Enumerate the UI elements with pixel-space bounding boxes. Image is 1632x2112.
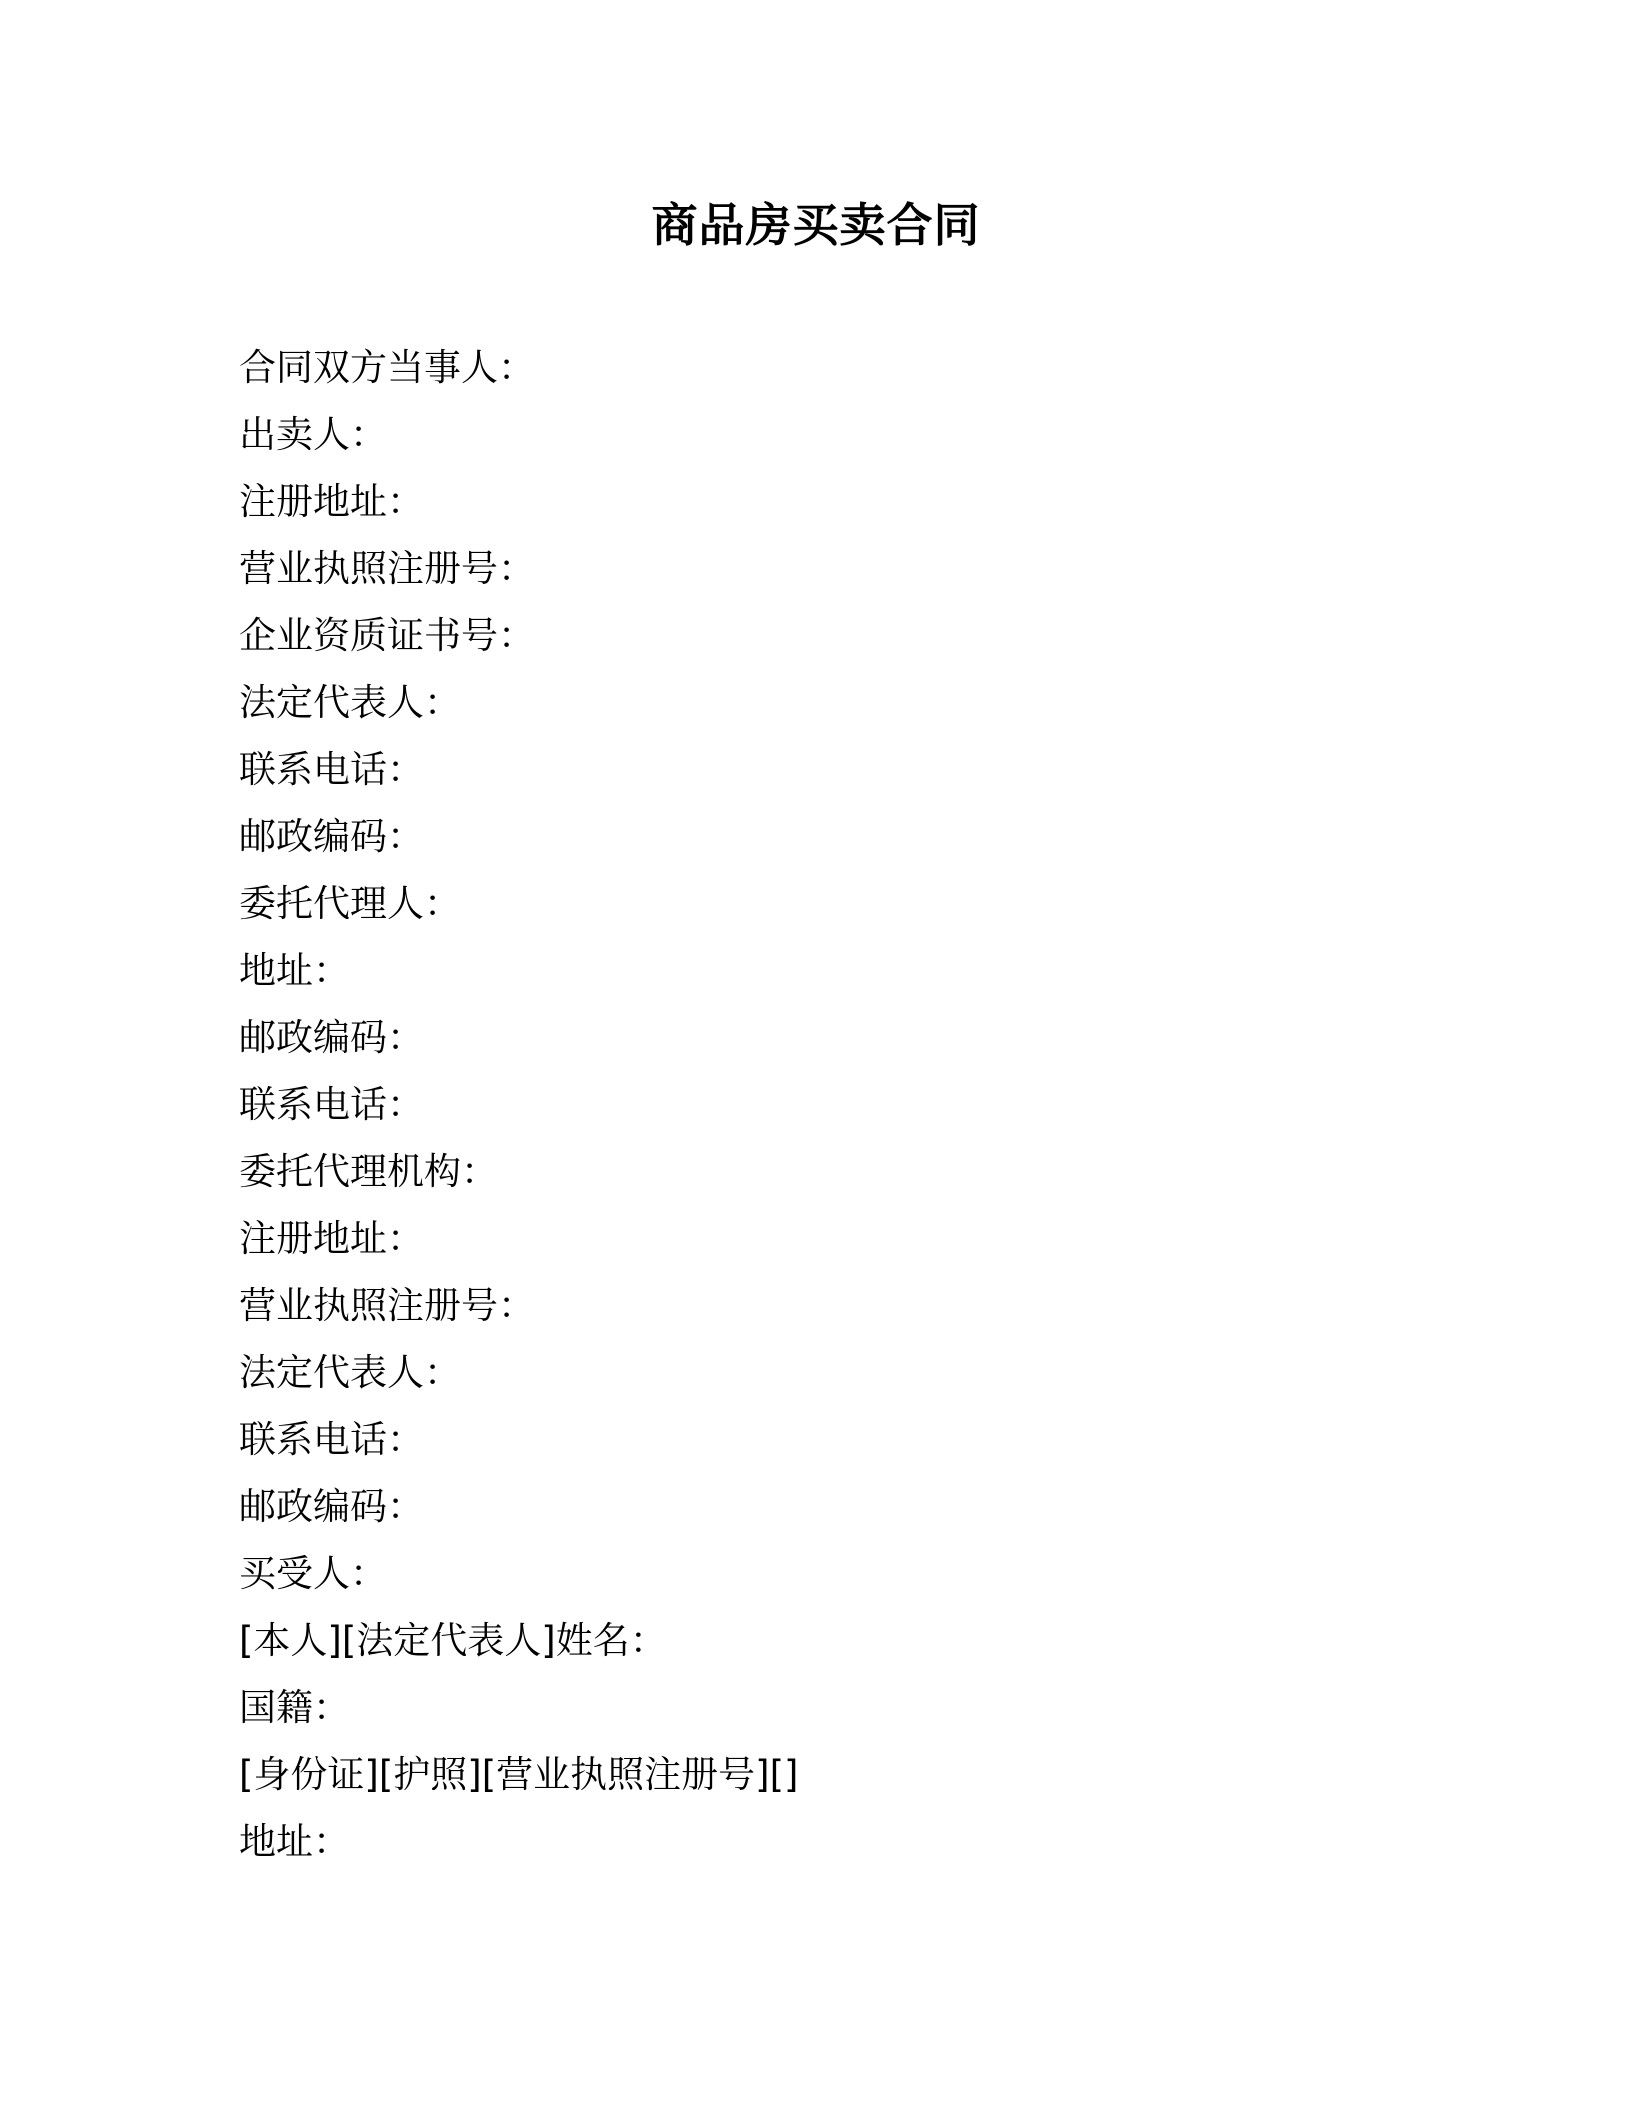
field-seller-qualification-cert-no: 企业资质证书号： — [239, 614, 535, 657]
field-seller-phone: 联系电话： — [239, 748, 424, 791]
field-seller-legal-representative: 法定代表人： — [239, 681, 461, 724]
field-buyer-name: [本人][法定代表人]姓名： — [239, 1619, 667, 1662]
field-agency-phone: 联系电话： — [239, 1418, 424, 1461]
field-agency: 委托代理机构： — [239, 1150, 498, 1193]
document-title: 商品房买卖合同 — [651, 198, 981, 252]
field-buyer-id-type: [身份证][护照][营业执照注册号][] — [239, 1753, 799, 1796]
field-seller-agent: 委托代理人： — [239, 882, 461, 925]
field-agent-phone: 联系电话： — [239, 1083, 424, 1126]
field-agency-business-license-no: 营业执照注册号： — [239, 1284, 535, 1327]
field-seller: 出卖人： — [239, 413, 387, 456]
field-buyer-nationality: 国籍： — [239, 1686, 350, 1729]
field-buyer-address: 地址： — [239, 1820, 350, 1863]
field-seller-postal-code: 邮政编码： — [239, 815, 424, 858]
party-fields-list — [239, 344, 1439, 1885]
field-agency-postal-code: 邮政编码： — [239, 1485, 424, 1528]
field-agent-postal-code: 邮政编码： — [239, 1016, 424, 1059]
field-agency-legal-representative: 法定代表人： — [239, 1351, 461, 1394]
field-buyer: 买受人： — [239, 1552, 387, 1595]
field-agency-registered-address: 注册地址： — [239, 1217, 424, 1260]
field-parties-heading: 合同双方当事人： — [239, 346, 535, 389]
field-agent-address: 地址： — [239, 949, 350, 992]
field-seller-registered-address: 注册地址： — [239, 480, 424, 523]
field-seller-business-license-no: 营业执照注册号： — [239, 547, 535, 590]
